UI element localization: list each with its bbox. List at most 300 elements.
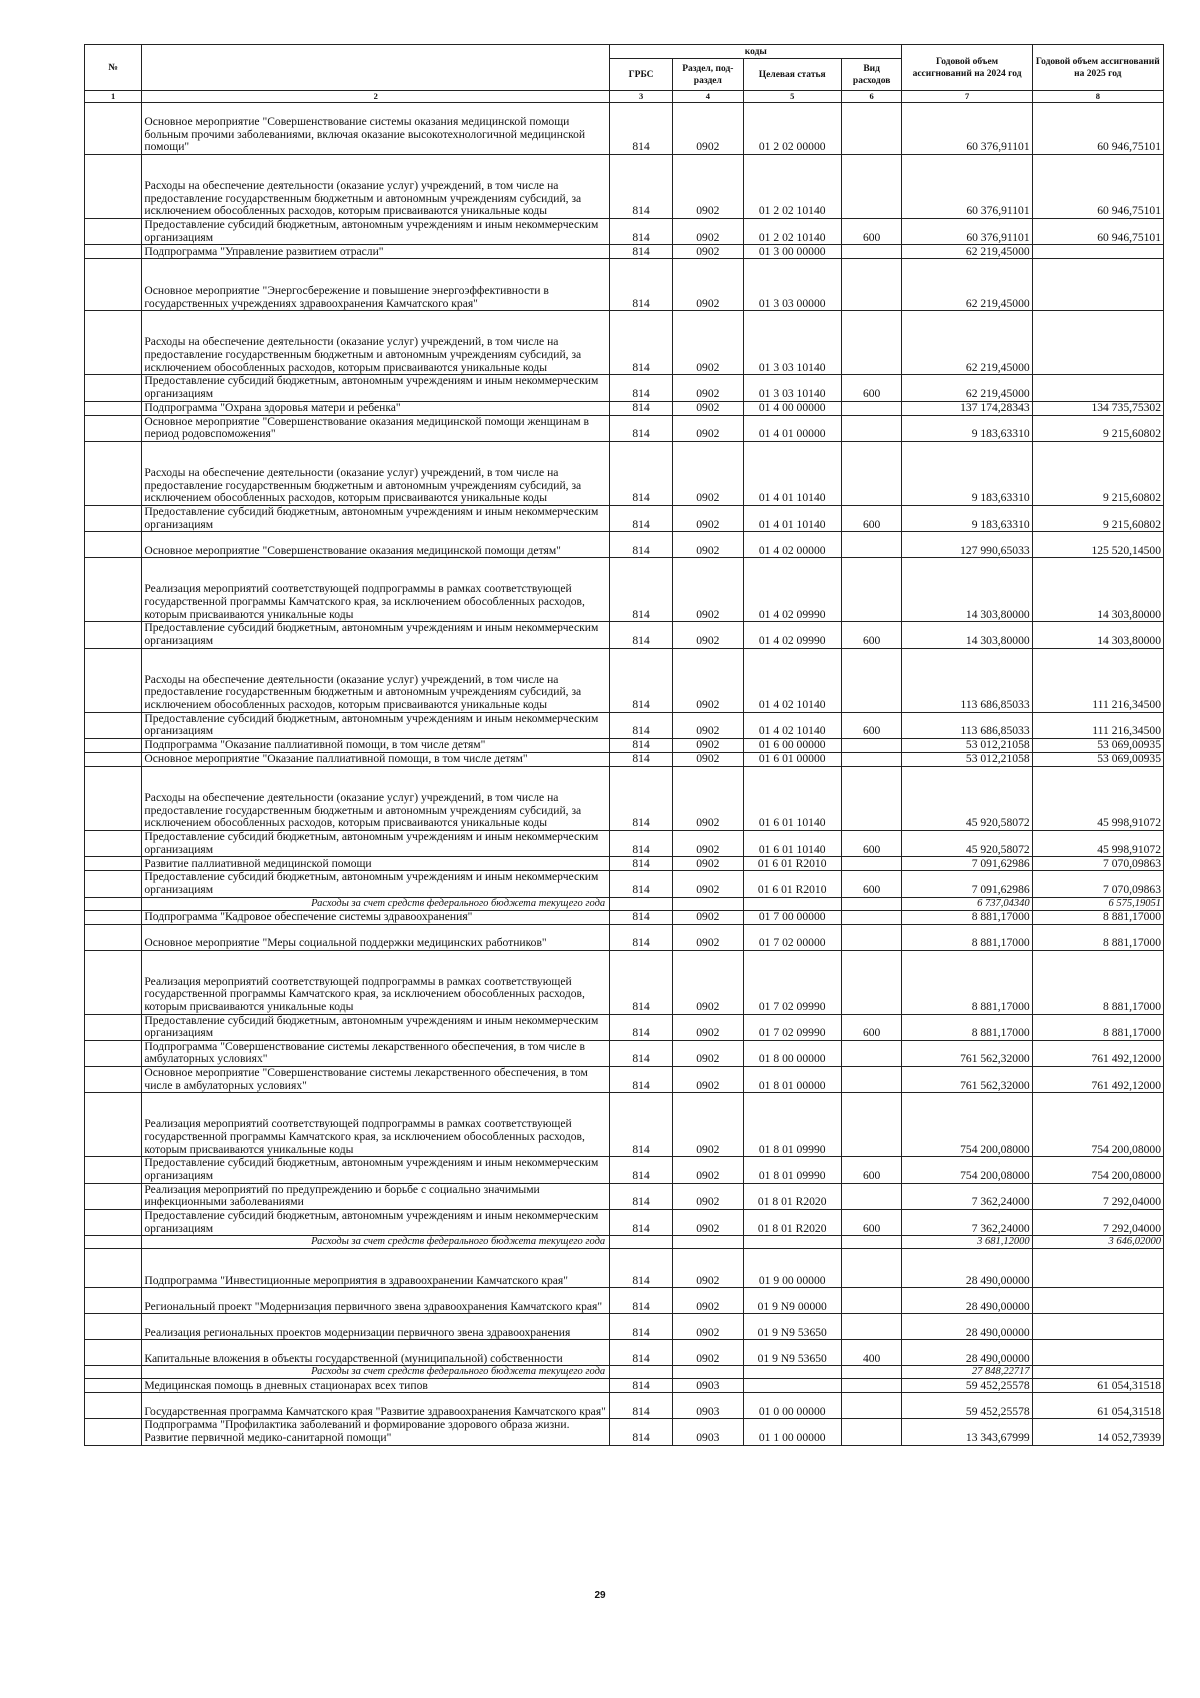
cell-grbs: 814 (610, 648, 673, 712)
cell-num (85, 648, 142, 712)
cell-target: 01 2 02 10140 (743, 219, 841, 245)
cell-2025: 53 069,00935 (1032, 752, 1163, 766)
cell-section: 0902 (673, 1067, 744, 1093)
cell-2024: 28 490,00000 (902, 1288, 1032, 1314)
cell-grbs: 814 (610, 1210, 673, 1236)
cell-2024: 45 920,58072 (902, 766, 1032, 830)
cell-grbs: 814 (610, 712, 673, 738)
cell-vid (841, 1379, 902, 1393)
cell-num (85, 1249, 142, 1288)
cell-vid (841, 259, 902, 311)
cell-vid (841, 897, 902, 910)
cell-section (673, 1366, 744, 1379)
cell-vid (841, 1366, 902, 1379)
cell-target: 01 3 03 00000 (743, 259, 841, 311)
cell-2024: 62 219,45000 (902, 259, 1032, 311)
cell-target: 01 9 N9 00000 (743, 1288, 841, 1314)
cell-num (85, 1093, 142, 1157)
cell-name: Реализация мероприятий по предупреждению и борьбе с социально значимыми инфекционными заболеваниями (142, 1183, 610, 1209)
cell-grbs: 814 (610, 924, 673, 950)
cell-target: 01 7 02 09990 (743, 1014, 841, 1040)
cell-target: 01 1 00 00000 (743, 1419, 841, 1445)
cell-name: Реализация мероприятий соответствующей подпрограммы в рамках соответствующей государственной программы Камчатского края, за исключением обособленных расходов, которым присваиваются уникальные коды (142, 950, 610, 1014)
cell-num (85, 1288, 142, 1314)
cell-section: 0902 (673, 1314, 744, 1340)
federal-budget-row (85, 1366, 1164, 1379)
cell-2025: 14 303,80000 (1032, 622, 1163, 648)
table-row (85, 219, 1164, 245)
cell-2024: 13 343,67999 (902, 1419, 1032, 1445)
cell-vid (841, 910, 902, 924)
cell-num (85, 857, 142, 871)
cell-num (85, 830, 142, 856)
cell-section: 0903 (673, 1393, 744, 1419)
cell-section: 0902 (673, 1210, 744, 1236)
cell-2024: 60 376,91101 (902, 219, 1032, 245)
cell-section: 0902 (673, 441, 744, 505)
cell-vid (841, 1183, 902, 1209)
cell-name: Основное мероприятие "Оказание паллиативной помощи, в том числе детям" (142, 752, 610, 766)
table-row (85, 766, 1164, 830)
cell-2024: 8 881,17000 (902, 950, 1032, 1014)
cell-vid: 600 (841, 1210, 902, 1236)
table-row (85, 1288, 1164, 1314)
cell-num (85, 401, 142, 415)
cell-2024: 9 183,63310 (902, 415, 1032, 441)
cell-name: Подпрограмма "Оказание паллиативной помощи, в том числе детям" (142, 738, 610, 752)
cell-2025: 61 054,31518 (1032, 1393, 1163, 1419)
cell-num (85, 441, 142, 505)
col-num-5: 5 (743, 91, 841, 103)
cell-target (743, 1366, 841, 1379)
cell-name: Подпрограмма "Управление развитием отрасли" (142, 245, 610, 259)
cell-2025: 8 881,17000 (1032, 1014, 1163, 1040)
cell-name: Реализация региональных проектов модернизации первичного звена здравоохранения (142, 1314, 610, 1340)
table-row (85, 830, 1164, 856)
table-row (85, 441, 1164, 505)
cell-num (85, 1393, 142, 1419)
table-row (85, 415, 1164, 441)
cell-name: Государственная программа Камчатского края "Развитие здравоохранения Камчатского края" (142, 1393, 610, 1419)
cell-section (673, 1236, 744, 1249)
cell-grbs: 814 (610, 950, 673, 1014)
cell-target: 01 4 02 10140 (743, 648, 841, 712)
budget-table (84, 44, 1164, 1446)
cell-name: Предоставление субсидий бюджетным, автономным учреждениям и иным некоммерческим организациям (142, 1014, 610, 1040)
cell-target: 01 4 01 00000 (743, 415, 841, 441)
cell-name: Расходы на обеспечение деятельности (оказание услуг) учреждений, в том числе на предоставление государственным бюджетным и автономным учреждениям субсидий, за исключением обособленных расходов, которым присваиваются уникальные коды (142, 766, 610, 830)
cell-grbs: 814 (610, 1314, 673, 1340)
cell-2024: 7 091,62986 (902, 857, 1032, 871)
cell-2024: 45 920,58072 (902, 830, 1032, 856)
table-row (85, 712, 1164, 738)
cell-name: Подпрограмма "Охрана здоровья матери и ребенка" (142, 401, 610, 415)
cell-target: 01 2 02 00000 (743, 103, 841, 155)
header-vid: Вид расходов (841, 59, 902, 91)
cell-2025 (1032, 311, 1163, 375)
cell-vid (841, 1288, 902, 1314)
cell-num (85, 924, 142, 950)
cell-2024: 62 219,45000 (902, 375, 1032, 401)
cell-section: 0902 (673, 766, 744, 830)
cell-2025: 60 946,75101 (1032, 155, 1163, 219)
cell-name: Основное мероприятие "Меры социальной поддержки медицинских работников" (142, 924, 610, 950)
cell-grbs: 814 (610, 871, 673, 897)
cell-name: Капитальные вложения в объекты государственной (муниципальной) собственности (142, 1340, 610, 1366)
cell-target: 01 8 00 00000 (743, 1040, 841, 1066)
cell-grbs: 814 (610, 415, 673, 441)
cell-target: 01 4 00 00000 (743, 401, 841, 415)
table-row (85, 1379, 1164, 1393)
cell-2025: 8 881,17000 (1032, 910, 1163, 924)
table-row (85, 1393, 1164, 1419)
cell-grbs: 814 (610, 738, 673, 752)
cell-2024: 62 219,45000 (902, 311, 1032, 375)
cell-2024: 8 881,17000 (902, 924, 1032, 950)
cell-section: 0902 (673, 1014, 744, 1040)
cell-grbs: 814 (610, 1157, 673, 1183)
cell-vid (841, 738, 902, 752)
cell-2024: 754 200,08000 (902, 1093, 1032, 1157)
cell-section: 0902 (673, 712, 744, 738)
cell-num (85, 1210, 142, 1236)
cell-grbs: 814 (610, 1249, 673, 1288)
cell-section: 0902 (673, 1093, 744, 1157)
table-row (85, 910, 1164, 924)
cell-target: 01 6 00 00000 (743, 738, 841, 752)
cell-vid: 600 (841, 1014, 902, 1040)
cell-target: 01 6 01 R2010 (743, 871, 841, 897)
cell-2025 (1032, 1366, 1163, 1379)
cell-2024: 62 219,45000 (902, 245, 1032, 259)
cell-2024: 127 990,65033 (902, 532, 1032, 558)
cell-section: 0902 (673, 648, 744, 712)
header-2024: Годовой объем ассигнований на 2024 год (902, 45, 1032, 91)
cell-vid: 600 (841, 505, 902, 531)
cell-target: 01 3 03 10140 (743, 375, 841, 401)
cell-section: 0902 (673, 415, 744, 441)
cell-section: 0903 (673, 1379, 744, 1393)
cell-num (85, 1067, 142, 1093)
cell-grbs: 814 (610, 1340, 673, 1366)
cell-num (85, 738, 142, 752)
cell-2024: 53 012,21058 (902, 738, 1032, 752)
cell-vid (841, 1419, 902, 1445)
table-row (85, 1340, 1164, 1366)
cell-name: Предоставление субсидий бюджетным, автономным учреждениям и иным некоммерческим организациям (142, 375, 610, 401)
cell-grbs: 814 (610, 532, 673, 558)
cell-num (85, 311, 142, 375)
cell-num (85, 1040, 142, 1066)
table-row (85, 532, 1164, 558)
cell-num (85, 871, 142, 897)
cell-target: 01 6 01 R2010 (743, 857, 841, 871)
cell-grbs: 814 (610, 375, 673, 401)
cell-name: Реализация мероприятий соответствующей подпрограммы в рамках соответствующей государственной программы Камчатского края, за исключением обособленных расходов, которым присваиваются уникальные коды (142, 558, 610, 622)
cell-target: 01 6 01 00000 (743, 752, 841, 766)
page-number: 29 (594, 1590, 606, 1601)
cell-target (743, 897, 841, 910)
cell-grbs: 814 (610, 1093, 673, 1157)
cell-2025 (1032, 1314, 1163, 1340)
cell-section: 0902 (673, 1040, 744, 1066)
cell-num (85, 532, 142, 558)
cell-target: 01 6 01 10140 (743, 766, 841, 830)
cell-2024: 59 452,25578 (902, 1379, 1032, 1393)
cell-vid (841, 766, 902, 830)
table-row (85, 622, 1164, 648)
cell-vid (841, 415, 902, 441)
table-row (85, 857, 1164, 871)
cell-grbs: 814 (610, 558, 673, 622)
cell-target: 01 9 00 00000 (743, 1249, 841, 1288)
cell-vid: 600 (841, 375, 902, 401)
cell-name: Предоставление субсидий бюджетным, автономным учреждениям и иным некоммерческим организациям (142, 830, 610, 856)
cell-target: 01 7 02 00000 (743, 924, 841, 950)
cell-section: 0902 (673, 910, 744, 924)
cell-vid (841, 532, 902, 558)
cell-target: 01 9 N9 53650 (743, 1314, 841, 1340)
cell-name: Предоставление субсидий бюджетным, автономным учреждениям и иным некоммерческим организациям (142, 505, 610, 531)
cell-vid (841, 1236, 902, 1249)
cell-vid (841, 1067, 902, 1093)
cell-section: 0902 (673, 830, 744, 856)
cell-2025: 111 216,34500 (1032, 712, 1163, 738)
col-num-4: 4 (673, 91, 744, 103)
cell-num (85, 897, 142, 910)
cell-num (85, 752, 142, 766)
cell-grbs (610, 897, 673, 910)
cell-vid (841, 401, 902, 415)
cell-section: 0902 (673, 1288, 744, 1314)
cell-2024: 9 183,63310 (902, 505, 1032, 531)
cell-name: Предоставление субсидий бюджетным, автономным учреждениям и иным некоммерческим организациям (142, 622, 610, 648)
cell-num (85, 1314, 142, 1340)
cell-name: Реализация мероприятий соответствующей подпрограммы в рамках соответствующей государственной программы Камчатского края, за исключением обособленных расходов, которым присваиваются уникальные коды (142, 1093, 610, 1157)
cell-target: 01 4 02 10140 (743, 712, 841, 738)
cell-section: 0902 (673, 219, 744, 245)
col-num-7: 7 (902, 91, 1032, 103)
cell-section: 0902 (673, 505, 744, 531)
cell-num (85, 622, 142, 648)
cell-num (85, 1157, 142, 1183)
cell-2024: 53 012,21058 (902, 752, 1032, 766)
cell-grbs: 814 (610, 245, 673, 259)
cell-name: Основное мероприятие "Совершенствование системы оказания медицинской помощи больным прочими заболеваниями, включая оказание высокотехнологичной медицинской помощи" (142, 103, 610, 155)
cell-num (85, 415, 142, 441)
cell-name: Региональный проект "Модернизация первичного звена здравоохранения Камчатского края" (142, 1288, 610, 1314)
cell-2025: 7 070,09863 (1032, 871, 1163, 897)
cell-section: 0902 (673, 1249, 744, 1288)
cell-2024: 113 686,85033 (902, 648, 1032, 712)
cell-2024: 28 490,00000 (902, 1249, 1032, 1288)
cell-2024: 60 376,91101 (902, 155, 1032, 219)
cell-section: 0902 (673, 1340, 744, 1366)
cell-num (85, 950, 142, 1014)
cell-name: Предоставление субсидий бюджетным, автономным учреждениям и иным некоммерческим организациям (142, 871, 610, 897)
cell-section: 0903 (673, 1419, 744, 1445)
cell-2025: 111 216,34500 (1032, 648, 1163, 712)
cell-num (85, 155, 142, 219)
cell-2025: 60 946,75101 (1032, 103, 1163, 155)
cell-2024: 14 303,80000 (902, 558, 1032, 622)
cell-grbs: 814 (610, 1067, 673, 1093)
cell-vid (841, 245, 902, 259)
cell-num (85, 1340, 142, 1366)
cell-grbs: 814 (610, 830, 673, 856)
cell-vid (841, 752, 902, 766)
cell-section: 0902 (673, 245, 744, 259)
cell-num (85, 103, 142, 155)
cell-vid: 600 (841, 622, 902, 648)
cell-target: 01 4 02 00000 (743, 532, 841, 558)
cell-vid (841, 441, 902, 505)
cell-vid: 600 (841, 830, 902, 856)
cell-2024: 7 362,24000 (902, 1210, 1032, 1236)
cell-target: 01 7 00 00000 (743, 910, 841, 924)
cell-name: Развитие паллиативной медицинской помощи (142, 857, 610, 871)
header-name (142, 45, 610, 91)
table-row (85, 1040, 1164, 1066)
cell-2025: 754 200,08000 (1032, 1093, 1163, 1157)
cell-2024: 60 376,91101 (902, 103, 1032, 155)
cell-2025: 60 946,75101 (1032, 219, 1163, 245)
cell-grbs: 814 (610, 622, 673, 648)
cell-grbs: 814 (610, 103, 673, 155)
cell-num (85, 1419, 142, 1445)
cell-2024: 761 562,32000 (902, 1067, 1032, 1093)
cell-vid: 600 (841, 1157, 902, 1183)
cell-2024: 8 881,17000 (902, 910, 1032, 924)
cell-section: 0902 (673, 103, 744, 155)
cell-target: 01 4 01 10140 (743, 505, 841, 531)
table-row (85, 1093, 1164, 1157)
cell-num (85, 1366, 142, 1379)
table-row (85, 950, 1164, 1014)
cell-num (85, 375, 142, 401)
cell-name: Предоставление субсидий бюджетным, автономным учреждениям и иным некоммерческим организациям (142, 1157, 610, 1183)
cell-name: Расходы на обеспечение деятельности (оказание услуг) учреждений, в том числе на предоставление государственным бюджетным и автономным учреждениям субсидий, за исключением обособленных расходов, которым присваиваются уникальные коды (142, 155, 610, 219)
cell-section: 0902 (673, 738, 744, 752)
cell-target: 01 4 01 10140 (743, 441, 841, 505)
cell-2025: 7 070,09863 (1032, 857, 1163, 871)
cell-2025: 9 215,60802 (1032, 415, 1163, 441)
cell-name: Расходы на обеспечение деятельности (оказание услуг) учреждений, в том числе на предоставление государственным бюджетным и автономным учреждениям субсидий, за исключением обособленных расходов, которым присваиваются уникальные коды (142, 441, 610, 505)
cell-2024: 28 490,00000 (902, 1340, 1032, 1366)
cell-num (85, 1014, 142, 1040)
cell-target: 01 7 02 09990 (743, 950, 841, 1014)
col-num-1: 1 (85, 91, 142, 103)
cell-2025: 61 054,31518 (1032, 1379, 1163, 1393)
cell-target: 01 8 01 09990 (743, 1093, 841, 1157)
cell-target: 01 4 02 09990 (743, 622, 841, 648)
table-row (85, 871, 1164, 897)
cell-grbs: 814 (610, 752, 673, 766)
header-num: № (85, 45, 142, 91)
cell-name: Предоставление субсидий бюджетным, автономным учреждениям и иным некоммерческим организациям (142, 219, 610, 245)
cell-2025 (1032, 1340, 1163, 1366)
cell-section: 0902 (673, 871, 744, 897)
cell-2025: 6 575,19051 (1032, 897, 1163, 910)
header-row-1 (85, 45, 1164, 59)
cell-grbs (610, 1366, 673, 1379)
budget-document (84, 44, 1164, 1446)
cell-2025 (1032, 375, 1163, 401)
cell-2024: 27 848,22717 (902, 1366, 1032, 1379)
cell-section (673, 897, 744, 910)
table-row (85, 103, 1164, 155)
cell-section: 0902 (673, 401, 744, 415)
cell-2025: 3 646,02000 (1032, 1236, 1163, 1249)
table-row (85, 505, 1164, 531)
cell-grbs: 814 (610, 1288, 673, 1314)
header-2025: Годовой объем ассигнований на 2025 год (1032, 45, 1163, 91)
cell-grbs: 814 (610, 441, 673, 505)
cell-num (85, 910, 142, 924)
cell-vid (841, 1093, 902, 1157)
cell-vid (841, 311, 902, 375)
cell-name: Основное мероприятие "Энергосбережение и повышение энергоэффективности в государственных учреждениях здравоохранения Камчатского края" (142, 259, 610, 311)
cell-target: 01 0 00 00000 (743, 1393, 841, 1419)
header-section: Раздел, под-раздел (673, 59, 744, 91)
table-row (85, 375, 1164, 401)
cell-vid (841, 103, 902, 155)
cell-name: Основное мероприятие "Совершенствование оказания медицинской помощи детям" (142, 532, 610, 558)
table-row (85, 1419, 1164, 1445)
cell-grbs: 814 (610, 311, 673, 375)
cell-name: Расходы на обеспечение деятельности (оказание услуг) учреждений, в том числе на предоставление государственным бюджетным и автономным учреждениям субсидий, за исключением обособленных расходов, которым присваиваются уникальные коды (142, 648, 610, 712)
cell-2024: 761 562,32000 (902, 1040, 1032, 1066)
cell-2025: 45 998,91072 (1032, 766, 1163, 830)
cell-2025: 754 200,08000 (1032, 1157, 1163, 1183)
cell-vid (841, 155, 902, 219)
col-num-2: 2 (142, 91, 610, 103)
table-row (85, 401, 1164, 415)
table-row (85, 1314, 1164, 1340)
cell-2025: 45 998,91072 (1032, 830, 1163, 856)
cell-2024: 8 881,17000 (902, 1014, 1032, 1040)
cell-section: 0902 (673, 924, 744, 950)
cell-grbs: 814 (610, 1040, 673, 1066)
header-codes: коды (610, 45, 902, 59)
cell-2025: 8 881,17000 (1032, 924, 1163, 950)
cell-num (85, 219, 142, 245)
cell-2024: 3 681,12000 (902, 1236, 1032, 1249)
cell-2025 (1032, 259, 1163, 311)
cell-target: 01 8 01 R2020 (743, 1210, 841, 1236)
cell-target: 01 8 01 R2020 (743, 1183, 841, 1209)
cell-section: 0902 (673, 259, 744, 311)
cell-name: Медицинская помощь в дневных стационарах всех типов (142, 1379, 610, 1393)
table-row (85, 1157, 1164, 1183)
column-number-row (85, 91, 1164, 103)
cell-name: Подпрограмма "Профилактика заболеваний и формирование здорового образа жизни. Развитие первичной медико-санитарной помощи" (142, 1419, 610, 1445)
cell-num (85, 766, 142, 830)
cell-num (85, 1379, 142, 1393)
cell-grbs: 814 (610, 1183, 673, 1209)
table-body (85, 103, 1164, 1446)
cell-target: 01 3 03 10140 (743, 311, 841, 375)
cell-grbs: 814 (610, 219, 673, 245)
cell-2024: 6 737,04340 (902, 897, 1032, 910)
cell-vid: 600 (841, 871, 902, 897)
cell-num (85, 712, 142, 738)
cell-2024: 59 452,25578 (902, 1393, 1032, 1419)
cell-name: Расходы за счет средств федерального бюджета текущего года (142, 897, 610, 910)
cell-section: 0902 (673, 1157, 744, 1183)
cell-vid (841, 924, 902, 950)
cell-2024: 137 174,28343 (902, 401, 1032, 415)
